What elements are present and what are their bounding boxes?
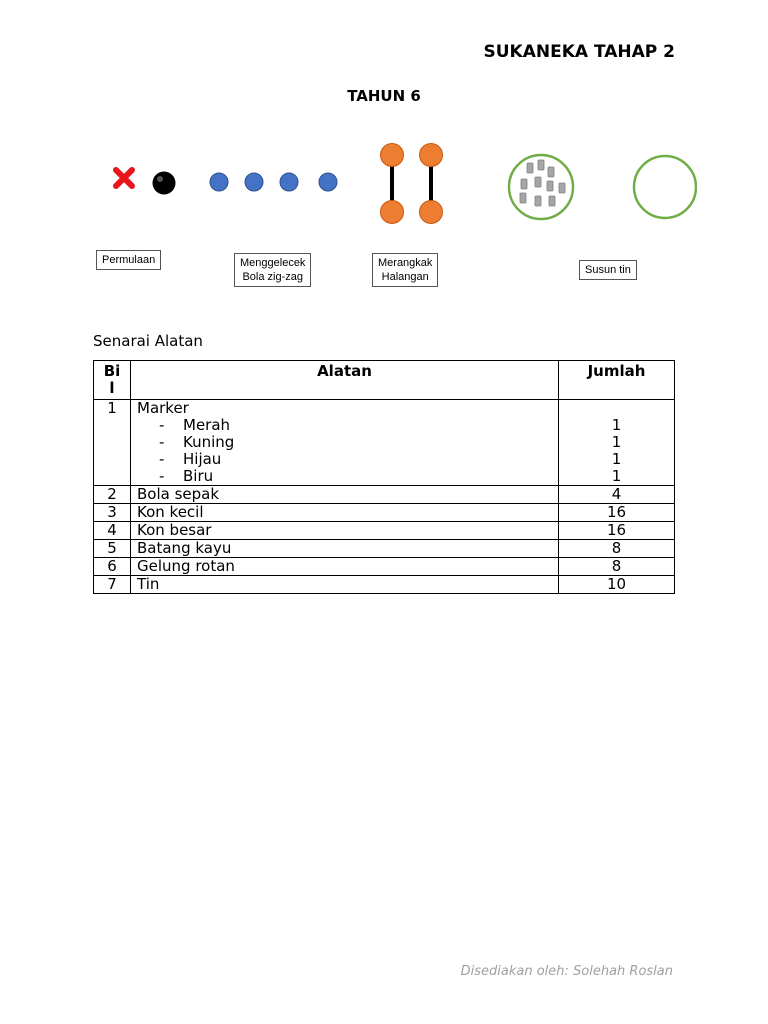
- table-row: [94, 400, 675, 486]
- row-qty: 10: [559, 576, 675, 594]
- page-title: SUKANEKA TAHAP 2: [483, 42, 675, 62]
- row-item: Bola sepak: [131, 486, 559, 504]
- table-row: [94, 504, 675, 522]
- equipment-heading: Senarai Alatan: [93, 332, 203, 350]
- grey-can-icon: [547, 181, 553, 191]
- qty-value: 1: [611, 416, 622, 434]
- row-item: Batang kayu: [131, 540, 559, 558]
- row-number: 1: [94, 400, 131, 486]
- table-row: [94, 522, 675, 540]
- red-x-icon: [116, 170, 132, 186]
- clip-mask: [697, 150, 717, 230]
- orange-cone-icon: [420, 144, 443, 167]
- grey-can-icon: [521, 179, 527, 189]
- row-qty: 4: [559, 486, 675, 504]
- table-row: [94, 576, 675, 594]
- grey-can-icon: [548, 167, 554, 177]
- equipment-table: [93, 360, 675, 594]
- row-item: [131, 400, 559, 486]
- row-qty: [559, 400, 675, 486]
- grey-can-icon: [535, 177, 541, 187]
- column-header-jumlah: Jumlah: [559, 361, 675, 400]
- footer-credit: Disediakan oleh: Solehah Roslan: [460, 964, 673, 979]
- station-label-hurdle: Merangkak Halangan: [372, 253, 438, 287]
- table-header-row: [94, 361, 675, 400]
- ball-highlight: [157, 176, 163, 182]
- column-header-alatan: Alatan: [131, 361, 559, 400]
- item-name: Marker: [137, 399, 189, 417]
- row-qty: 16: [559, 522, 675, 540]
- row-item: Tin: [131, 576, 559, 594]
- row-qty: 8: [559, 540, 675, 558]
- station-label-start: Permulaan: [96, 250, 161, 270]
- page-subtitle: TAHUN 6: [347, 87, 421, 105]
- grey-can-icon: [549, 196, 555, 206]
- table-row: [94, 558, 675, 576]
- qty-value: 1: [611, 450, 622, 468]
- row-qty: 8: [559, 558, 675, 576]
- row-number: 3: [94, 504, 131, 522]
- grey-can-icon: [527, 163, 533, 173]
- station-label-cans: Susun tin: [579, 260, 637, 280]
- orange-cone-icon: [420, 201, 443, 224]
- column-header-bil: Bi l: [94, 361, 131, 400]
- marker-color-list: [137, 417, 552, 485]
- grey-can-icon: [538, 160, 544, 170]
- qty-value: 1: [611, 433, 622, 451]
- green-ring-icon: [634, 156, 696, 218]
- grey-can-icon: [535, 196, 541, 206]
- blue-cone-icon: [245, 173, 263, 191]
- list-item: - Kuning: [159, 434, 552, 451]
- orange-cone-icon: [381, 201, 404, 224]
- black-ball-icon: [153, 172, 176, 195]
- row-number: 6: [94, 558, 131, 576]
- grey-can-icon: [520, 193, 526, 203]
- course-diagram: [0, 130, 768, 300]
- row-number: 2: [94, 486, 131, 504]
- orange-cone-icon: [381, 144, 404, 167]
- qty-value: 1: [611, 467, 622, 485]
- row-qty: 16: [559, 504, 675, 522]
- blue-cone-icon: [280, 173, 298, 191]
- grey-can-icon: [559, 183, 565, 193]
- row-item: Kon besar: [131, 522, 559, 540]
- row-item: Kon kecil: [131, 504, 559, 522]
- list-item: - Merah: [159, 417, 552, 434]
- blue-cone-icon: [210, 173, 228, 191]
- table-row: [94, 486, 675, 504]
- blue-cone-icon: [319, 173, 337, 191]
- table-row: [94, 540, 675, 558]
- row-number: 7: [94, 576, 131, 594]
- row-item: Gelung rotan: [131, 558, 559, 576]
- row-number: 5: [94, 540, 131, 558]
- row-number: 4: [94, 522, 131, 540]
- list-item: - Hijau: [159, 451, 552, 468]
- list-item: - Biru: [159, 468, 552, 485]
- station-label-dribble: Menggelecek Bola zig-zag: [234, 253, 311, 287]
